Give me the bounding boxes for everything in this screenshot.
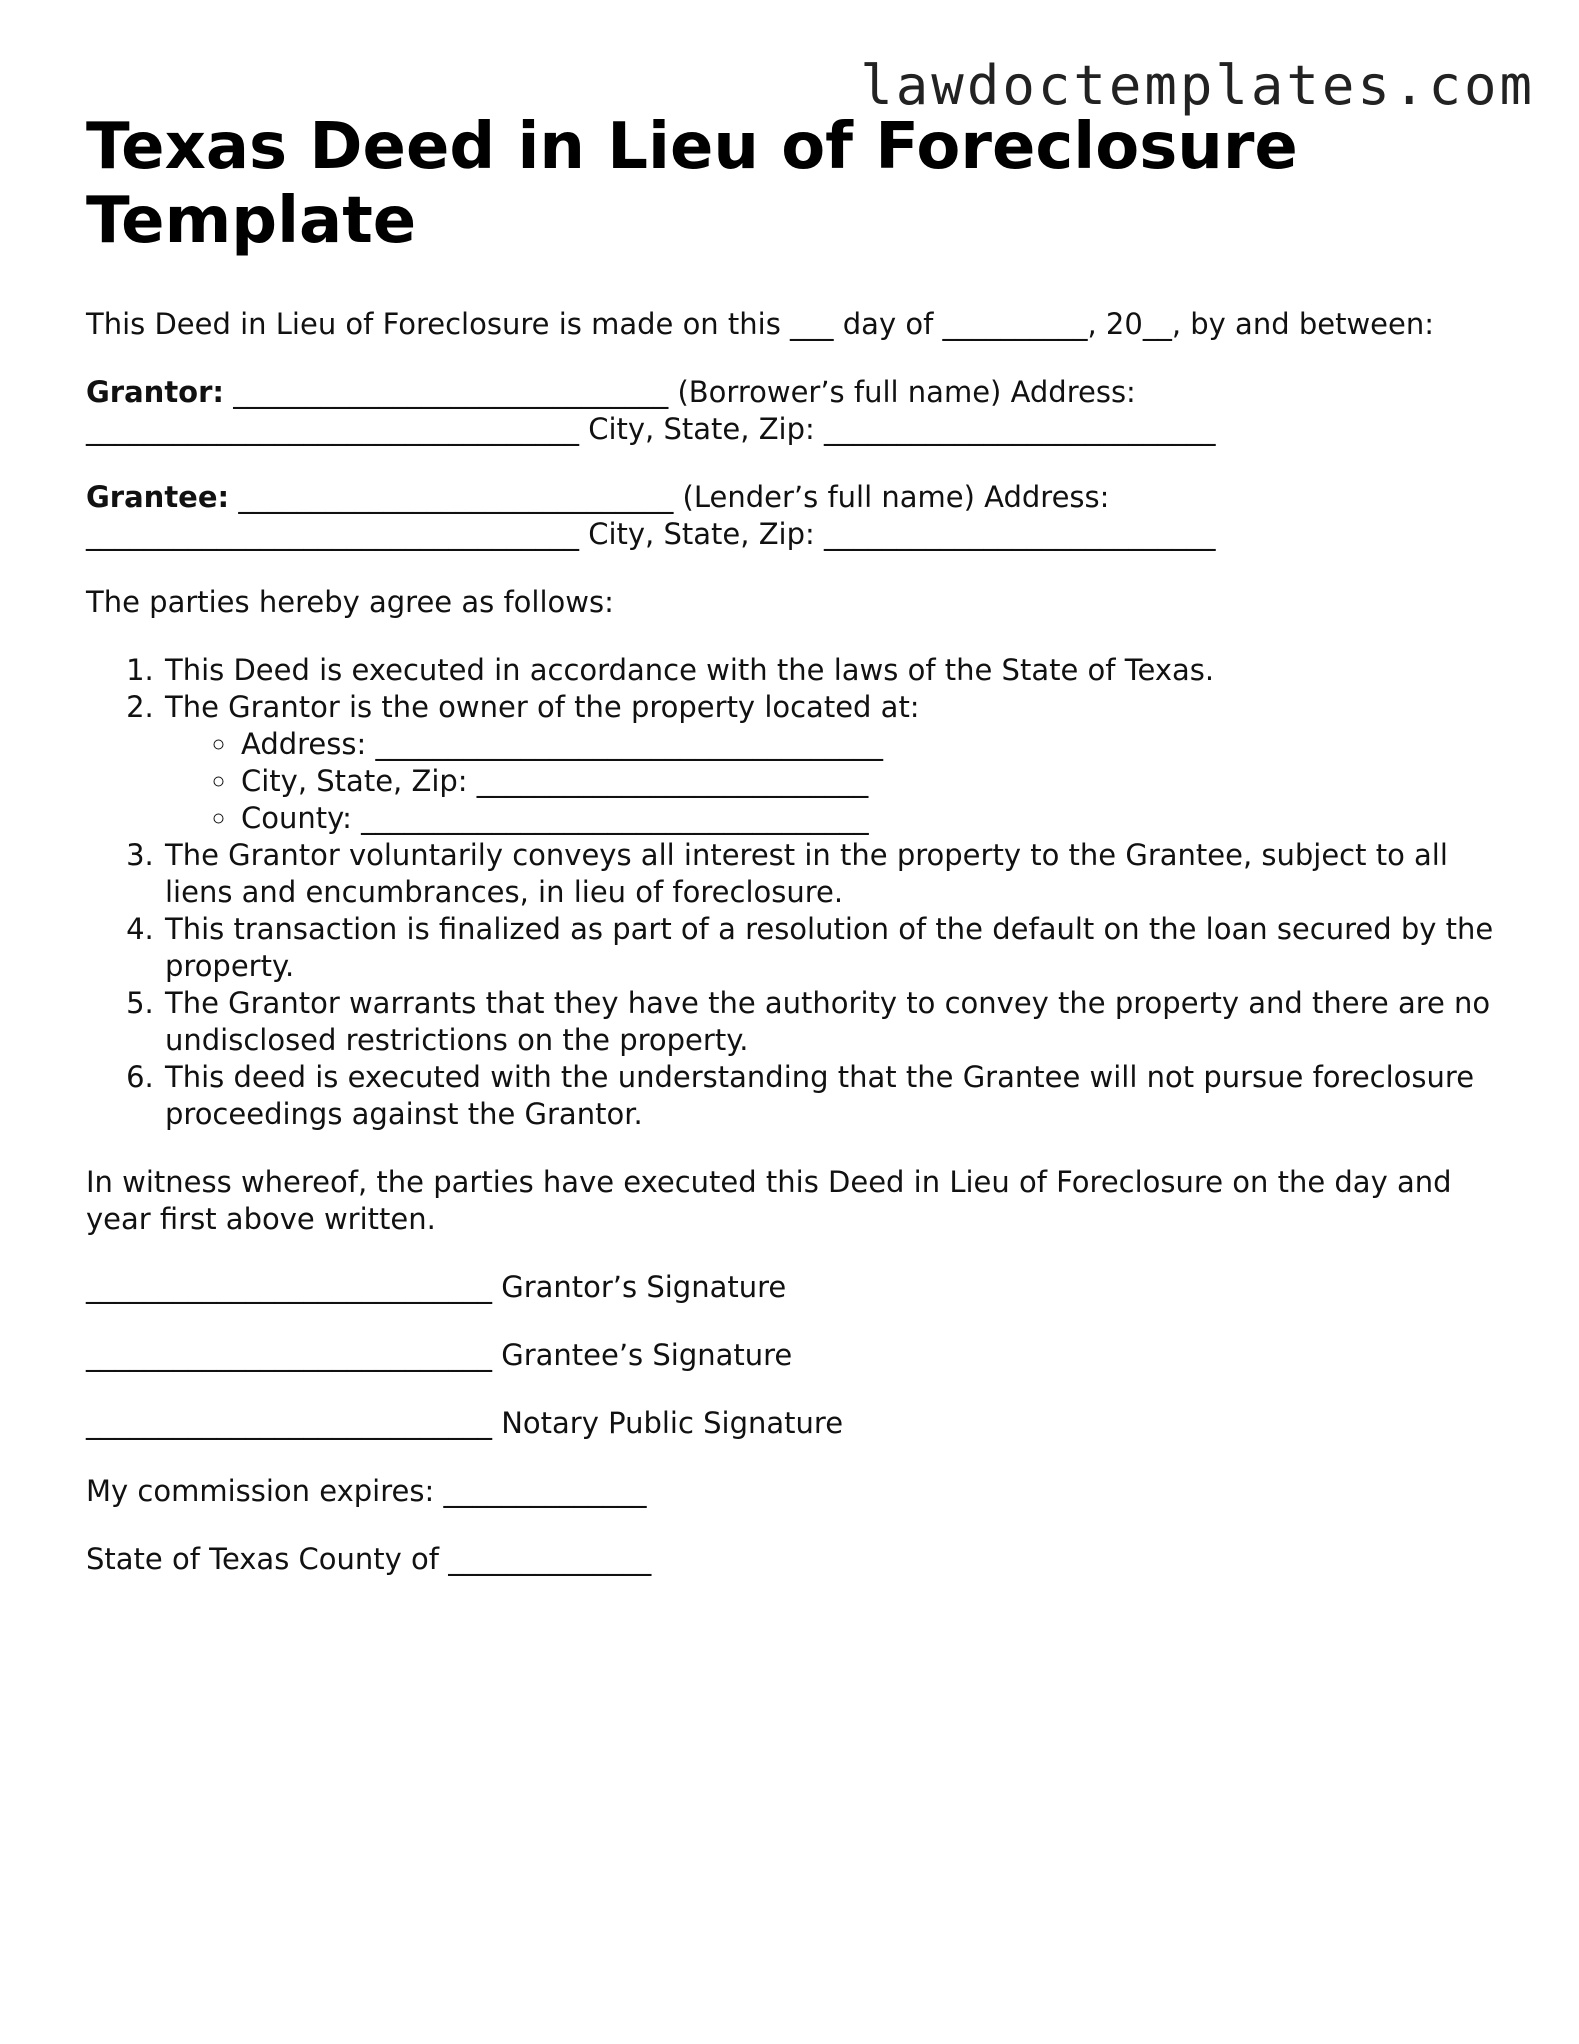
grantor-text: ______________________________ (Borrower’s full name) Address: __________________________________ City, State, Zip: ___________________________ [86, 375, 1216, 446]
agreement-intro: The parties hereby agree as follows: [86, 585, 614, 619]
clause-item [163, 985, 1496, 1059]
property-city-state-zip-field: ◦ City, State, Zip: ___________________________ [239, 763, 1496, 800]
clause-text: The Grantor is the owner of the property located at: [165, 690, 920, 724]
property-field-list [165, 726, 1496, 837]
site-watermark: lawdoctemplates.com [860, 54, 1535, 117]
grantor-label: Grantor: [86, 375, 225, 409]
clause-text: This deed is executed with the understanding that the Grantee will not pursue foreclosure proceedings against the Grantor. [165, 1060, 1475, 1131]
grantee-signature-line: ____________________________ Grantee’s Signature [86, 1338, 793, 1372]
clause-item [163, 837, 1496, 911]
clause-text: The Grantor voluntarily conveys all interest in the property to the Grantee, subject to all liens and encumbrances, in lieu of foreclosure. [165, 838, 1448, 909]
document-title: Texas Deed in Lieu of Foreclosure Template [86, 110, 1298, 258]
intro-paragraph: This Deed in Lieu of Foreclosure is made on this ___ day of __________, 20__, by and between: [86, 307, 1435, 341]
notary-signature-line: ____________________________ Notary Public Signature [86, 1406, 844, 1440]
clause-list [86, 652, 1496, 1133]
clause-text: This transaction is finalized as part of a resolution of the default on the loan secured by the property. [165, 912, 1494, 983]
grantee-block [86, 479, 1496, 553]
county-line: State of Texas County of ______________ [86, 1542, 652, 1576]
property-address-field: ◦ Address: ___________________________________ [239, 726, 1496, 763]
commission-expiry-line: My commission expires: ______________ [86, 1474, 647, 1508]
clause-text: The Grantor warrants that they have the authority to convey the property and there are no undisclosed restrictions on the property. [165, 986, 1491, 1057]
clause-text: This Deed is executed in accordance with the laws of the State of Texas. [165, 653, 1215, 687]
grantee-text: ______________________________ (Lender’s full name) Address: __________________________________ City, State, Zip: ___________________________ [86, 480, 1216, 551]
clause-item [163, 1059, 1496, 1133]
clause-item [163, 911, 1496, 985]
property-county-field: ◦ County: ___________________________________ [239, 800, 1496, 837]
grantee-label: Grantee: [86, 480, 230, 514]
document-body [86, 110, 1496, 1609]
clause-item [163, 652, 1496, 689]
grantor-signature-line: ____________________________ Grantor’s Signature [86, 1270, 787, 1304]
grantor-block [86, 374, 1496, 448]
witness-paragraph: In witness whereof, the parties have executed this Deed in Lieu of Foreclosure on the day and year first above written. [86, 1165, 1452, 1236]
clause-item [163, 689, 1496, 837]
